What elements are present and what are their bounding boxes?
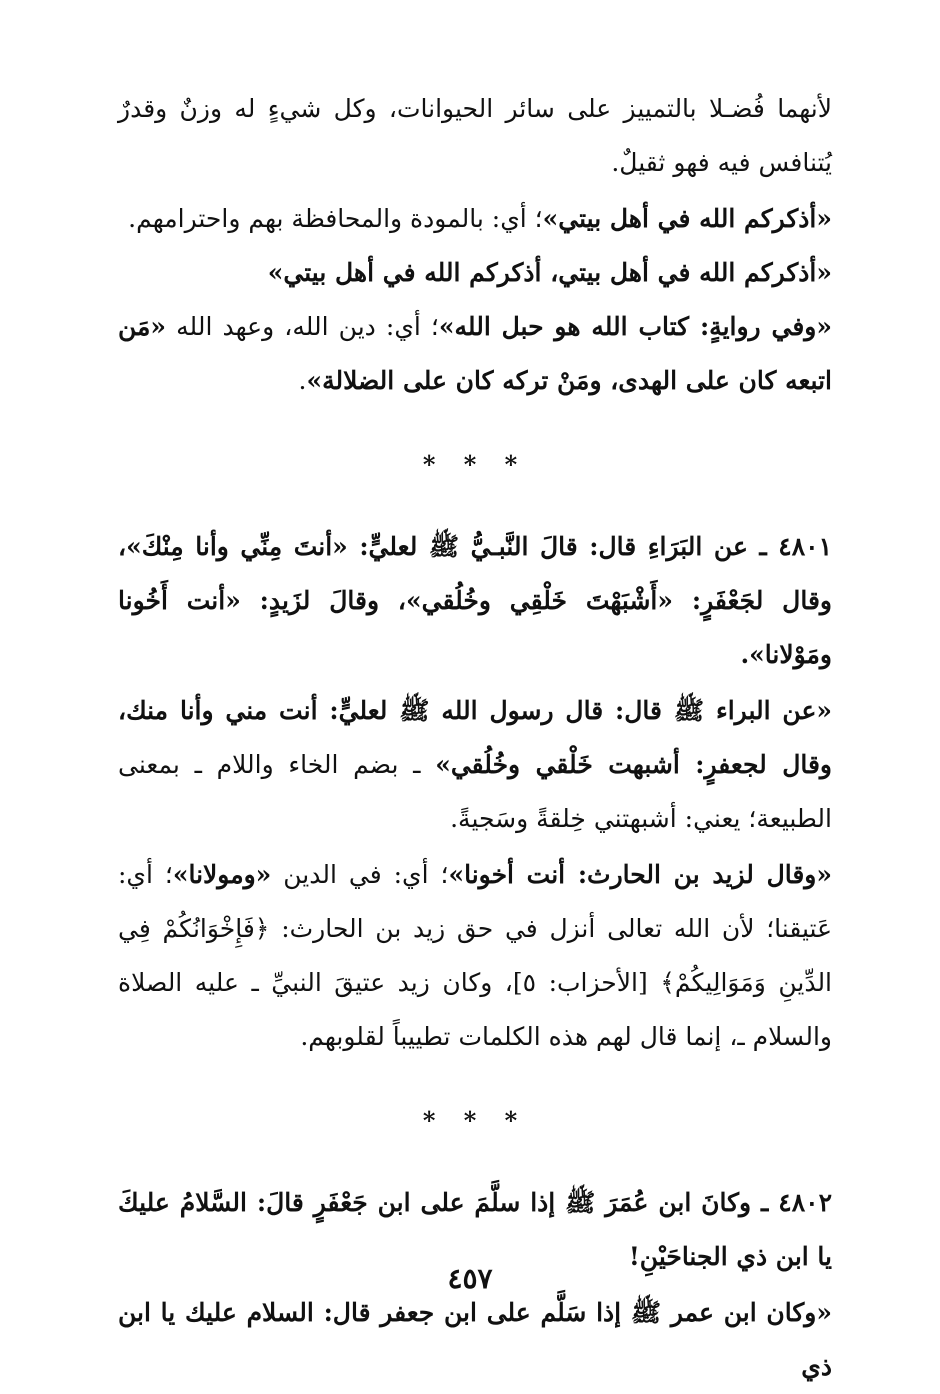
section-divider: * * * bbox=[422, 1106, 528, 1135]
commentary-text: ؛ أي: دين الله، وعهد الله bbox=[166, 312, 439, 341]
hadith-heading: ٤٨٠٢ ـ وكانَ ابن عُمَرَ ﷺ إذا سلَّمَ على ابن جَعْفَرٍ قالَ: السَّلامُ عليكَ يا ابن ذي الجناحَيْنِ! bbox=[118, 1188, 832, 1271]
quoted-text: «أذكركم الله في أهل بيتي» bbox=[542, 204, 832, 233]
quoted-text: «ومولانا» bbox=[172, 860, 272, 889]
paragraph-commentary bbox=[118, 192, 832, 246]
paragraph-quote: «أذكركم الله في أهل بيتي، أذكركم الله في أهل بيتي» bbox=[267, 258, 832, 287]
commentary-text: . bbox=[298, 366, 307, 395]
commentary-text: ـ بضم الخاء واللام ـ بمعنى الطبيعة؛ يعني: أشبهتني خِلقةً وسَجيةً. bbox=[118, 750, 832, 833]
commentary-text: ؛ أي: في الدين bbox=[271, 860, 449, 889]
paragraph-commentary bbox=[118, 684, 832, 846]
paragraph-commentary bbox=[118, 300, 832, 408]
section-divider: * * * bbox=[422, 450, 528, 479]
quoted-text: «وفي روايةٍ: كتاب الله هو حبل الله» bbox=[438, 312, 832, 341]
quoted-text: «مَن اتبعه كان على الهدى، ومَنْ تركه كان على الضلالة» bbox=[118, 312, 832, 395]
commentary-text: ؛ أي: عَتيقنا؛ لأن الله تعالى أنزل في حق زيد بن الحارث: ﴿فَإِخْوَانُكُمْ فِي الدِّينِ وَمَوَالِيكُمْ﴾ [الأحزاب: ٥]، وكان زيد عتيقَ النبيِّ ـ عليه الصلاة والسلام ـ، إنما قال لهم هذه الكلمات تطييباً لقلوبهم. bbox=[118, 860, 833, 1051]
paragraph-quote: «وكان ابن عمر ﷺ إذا سَلَّم على ابن جعفر قال: السلام عليك يا ابن ذي bbox=[118, 1298, 832, 1381]
paragraph-continuation: لأنهما فُضـلا بالتمييز على سائر الحيوانات، وكل شيءٍ له وزنٌ وقدرٌ يُتنافس فيه فهو ثقيلٌ. bbox=[118, 94, 832, 177]
paragraph-commentary bbox=[118, 848, 832, 1064]
text-column bbox=[118, 82, 832, 1394]
hadith-heading: ٤٨٠١ ـ عن البَرَاءِ قال: قالَ النَّبـيُّ ﷺ لعليٍّ: «أنتَ مِنِّي وأنا مِنْكَ»، وقال لجَعْفَرٍ: «أَشْبَهْتَ خَلْقِي وخُلُقي»، وقالَ لزَيدٍ: «أنت أَخُونا ومَوْلانا». bbox=[118, 532, 832, 669]
commentary-text: ؛ أي: بالمودة والمحافظة بهم واحترامهم. bbox=[128, 204, 543, 233]
quoted-text: «وقال لزيد بن الحارث: أنت أخونا» bbox=[448, 860, 832, 889]
quoted-text: «عن البراء ﷺ قال: قال رسول الله ﷺ لعليٍّ: أنت مني وأنا منك، وقال لجعفرٍ: أشبهت خَلْقي وخُلُقي» bbox=[118, 696, 833, 779]
page-number: ٤٥٧ bbox=[447, 1262, 493, 1295]
